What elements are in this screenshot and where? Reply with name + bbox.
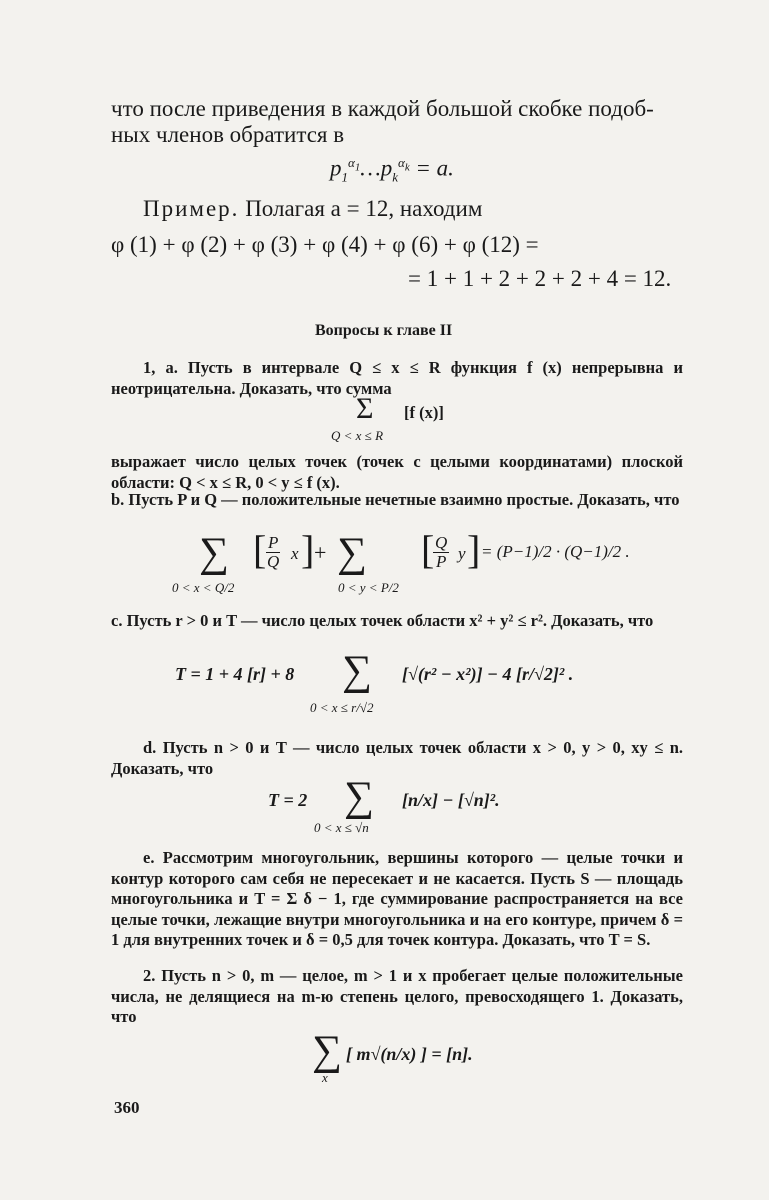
q1b-frac-pq: $\frac{P}{Q}$ [267,533,280,571]
question-1b-text: b. Пусть P и Q — положительные нечетные взаимно простые. Доказать, что [111,490,680,509]
example-line [143,196,482,222]
question-1a-text: 1, a. Пусть в интервале Q ≤ x ≤ R функция f (x) непрерывна и неотрицательна. Доказать, что сумма [111,358,683,398]
q1b-range-2: 0 < y < P/2 [338,580,399,595]
q1d-range: 0 < x ≤ √n [314,820,369,835]
intro-formula: $p_1^{\alpha_1}\dots p_k^{\alpha_k} = a$. [330,155,454,185]
question-2-text: 2. Пусть n > 0, m — целое, m > 1 и x пробегает целые положительные числа, не делящиеся на m-ю степень целого, превосходящего 1. Доказать, что [111,966,683,1027]
q1b-plus: + [314,540,327,565]
q2-body: [ m√(n/x) ] = [n]. [346,1044,473,1064]
example-formula-1: φ (1) + φ (2) + φ (3) + φ (4) + φ (6) + φ (12) = [111,232,539,257]
q2-sum: ∑ [312,1028,342,1074]
q1b-range-1: 0 < x < Q/2 [172,580,235,595]
question-1a-text-2: выражает число целых точек (точек с целыми координатами) плоской области: Q < x ≤ R, 0 < y ≤ f (x). [111,452,683,492]
q1a-sum-body: [f (x)] [404,403,444,422]
q1b-bracket: ] [467,527,481,572]
q1b-rhs: = (P−1)/2 · (Q−1)/2 . [481,542,630,561]
q1d-body: [n/x] − [√n]². [402,790,500,810]
q1b-frac-qp: $\frac{Q}{P}$ [435,533,448,571]
q1a-sum-sign: Σ [356,392,374,425]
question-1e-text: e. Рассмотрим многоугольник, вершины которого — целые точки и контур которого сам себя не пересекает и не касается. Пусть S — площадь многоугольника и T = Σ δ − 1, где суммирование распространяется на все целые точки, лежащие внутри многоугольника и на его контуре, причем δ = 1 для внутренних точек и δ = 0,5 для точек контура. Доказать, что T = S. [111,848,683,950]
intro-line-1: что после приведения в каждой большой скобке подоб- [111,96,654,121]
q1b-bracket: [ [253,527,267,572]
q1b-sum-2: ∑ [337,530,367,576]
q1a-sum-range: Q < x ≤ R [331,428,384,443]
q1c-body: [√(r² − x²)] − 4 [r/√2]² . [402,664,574,684]
section-title: Вопросы к главе II [315,322,453,339]
q1d-lhs: T = 2 [268,790,308,810]
q1d-sum: ∑ [344,774,374,820]
example-formula-2: = 1 + 1 + 2 + 2 + 2 + 4 = 12. [408,266,672,291]
q1b-x: x [291,544,299,563]
intro-line-2: ных членов обратится в [111,122,345,147]
example-text: Полагая a = 12, находим [245,196,483,221]
question-1c-text: c. Пусть r > 0 и T — число целых точек области x² + y² ≤ r². Доказать, что [111,611,654,630]
example-label: Пример. [143,196,240,221]
page-number: 360 [114,1098,140,1117]
q1c-lhs: T = 1 + 4 [r] + 8 [175,664,295,684]
q1b-bracket: [ [421,527,435,572]
q1b-y: y [458,544,466,563]
q1c-range: 0 < x ≤ r/√2 [310,700,374,715]
q1b-sum-1: ∑ [199,530,229,576]
q1b-bracket: ] [301,527,315,572]
question-1d-text: d. Пусть n > 0 и T — число целых точек области x > 0, y > 0, xy ≤ n. Доказать, что [111,738,683,778]
q1c-sum: ∑ [342,648,372,694]
q2-range: x [322,1070,328,1085]
